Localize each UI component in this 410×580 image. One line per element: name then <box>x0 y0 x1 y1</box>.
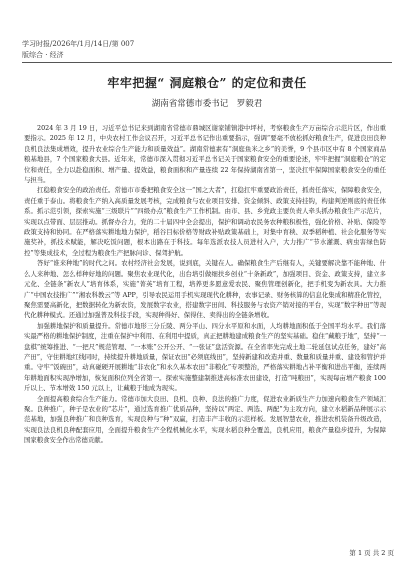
issue-line: 学习时报/2026年/1月/14日/第 007 <box>22 40 135 48</box>
paragraph-5: 全面提高粮食综合生产能力。常德市加大良田、良机、良种、良法的推广力度，促进农业新质生产力加速向粮食生产领域汇聚。良种推广，种子是农业的“芯片”，通过选育推广优质品种，坚持以“两定、两选、两配”为主攻方向，建立水稻新品种展示示范基地，加强良种推广和良种选育，实现良种与“种”双赢，打造丰产丰收的示范样板。发展智慧农业，推进农机装备升级改造，实现良法良机良种配套应用，全面提升粮食生产全程机械化水平，实现水稻良种全覆盖，良机应用，粮食产量稳步提升，为保障国家粮食安全作出常德贡献。 <box>24 394 386 445</box>
paragraph-4: 加强耕地保护和质量提升。常德市地形三分丘陵、两分平山、四分水平原和水面，人均耕地面积低于全国平均水平。我们落实最严格的耕地保护制度，注重在保护中利用、在利用中提质，真正把耕地建成粮食生产的坚实基础。稳住“藏粮于地”，坚持“一盘棋”统筹推进、“一把尺”规范管理、“一本账”公开公开、“一张证”盘活资源。在全省率先完成土地二轮延包试点任务，建好“高产田”，守住耕地红线同时，持续提升耕地质量，保证农田“必须底线田”，坚持新建和改造并重、数量和质量并重、建设和管护并重。守牢“饭碗田”，动真碰硬开展耕地“非农化”和永久基本农田“非粮化”专项整治，严格落实耕地占补平衡和进出平衡，连续两年耕地面积实现净增加，恢复面积位列全省第一。探索实施整建制推进高标准农田建设，打造“吨粮田”，实现每亩增产粮食 100 斤以上、节本增效 150 元以上，让藏粮于地成为现实。 <box>24 321 386 393</box>
article-author: 湖南省常德市委书记 罗毅君 <box>151 99 263 109</box>
paragraph-3: 答好“谁来种地”的时代之问。农村经济社会发展，说到底，关键在人。确保粮食生产后继有人，关键要解决靠不能种地、什么人来种地、怎么样种好地的问题。聚焦农业现代化，出台培引做细扶乡创业“十条新政”，加强项目、资金、政策支持，建立多元化、全链条“新农人”培育体系，实施“菁英”培育工程，培养更多愿意爱农民、聚焦管理创新化，把手机变为新农具。大力推广“中国农技推广”“湘农科教云”等 APP，引导农民运用手机实现现代化耕种，农事记录、财务核算的信息化集成和精准化管控，聚焦需要高新化，把数据转化为新农资，发展数字农业，搭建数字田间、科技服务与农资产销对接的平台，实现“数字种田”等现代化耕种模式。还通过加强普及科技手段，实现种得好、保得住、卖得出的全链条增收。 <box>24 259 386 320</box>
article-title: 牢牢把握“ 洞庭粮仓” 的定位和责任 <box>107 76 307 90</box>
page-indicator: 第 1 页 共 2 页 <box>349 549 394 557</box>
header-divider <box>22 62 392 63</box>
article-body <box>24 123 386 539</box>
section-line: 版综合 · 经济 <box>22 51 64 59</box>
paragraph-2: 扛稳粮食安全的政治责任。常德市市委把粮食安全这一“国之大者”，扛稳扛牢重要政治责任，抓责任落实，保障粮食安全，责任重于泰山。将粮食生产纳入高质量发展考核，完成粮食与农业项目安排、资金倾斜、政策支持挂钩，构建判逆则底的责任体系。抓示范引领，探索实施“三级联片”“四级办点”粮食生产工作机制。由市、县、乡党政主要负责人牵头抓办粮食生产示范片，实现以点带面、层层推动。抓督办合力，党的二十届四中全会提出，保护和调动农民务农种粮积极性，强化价格、补贴、保险等政策支持和协同。在严格落实耕地地力保护，稻谷目标价格等财政补贴政策基础上，对集中育秧、双季稻种植、社会化服务等实施奖补，抓技术赋能，解决吃饭问题，根本出路在于科技。每年选派农技人员进村入户，大力推广“节水灌溉、病虫害绿色防控”等集成技术，全过程为粮食生产把脉问诊、保驾护航。 <box>24 186 386 257</box>
paragraph-1: 2024 年 3 月 19 日，习近平总书记来到湖南省常德市鼎城区谢家铺镇港中坪村，考察粮食生产万亩综合示范片区，作出重要指示。2025 年 12 月，中央农村工作会议召开，习近平总书记作出重要指示，强调“要毫不放松抓好粮食生产，促进良田良种良机良法集成增效，提升农业综合生产能力和质量效益”。湖南常德素有“洞庭鱼米之乡”的美誉，9 个县市区中有 8 个国家商品粮基地县，7 个国家粮食大县。近年来，常德市深入贯彻习近平总书记关于国家粮食安全的重要论述，牢牢把握“洞庭粮仓”的定位和责任，全力以赴稳面积、增产量、提效益，粮食面积和产量连续 22 年保持湖南省第一，坚决扛牢保障国家粮食安全的重任与担当。 <box>24 124 386 185</box>
